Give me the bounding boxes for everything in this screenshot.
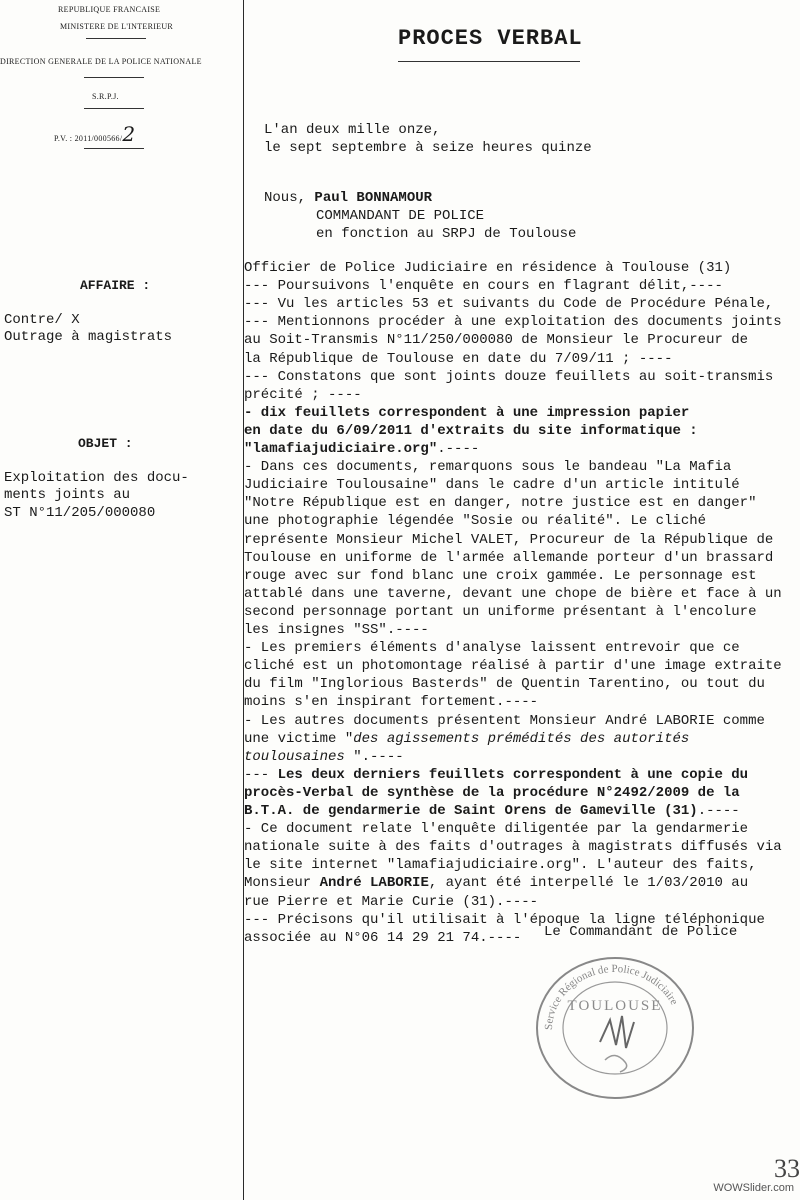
body-segment: B.T.A. de gendarmerie de Saint Orens de Gameville (31) xyxy=(244,803,698,819)
header-republique: REPUBLIQUE FRANCAISE xyxy=(58,5,161,14)
pv-number xyxy=(54,122,135,146)
body-segment: des agissements prémédités des autorités xyxy=(353,730,690,747)
body-line xyxy=(244,278,723,295)
body-line xyxy=(244,532,773,549)
page-number: 33 xyxy=(774,1154,800,1183)
body-segment: Les deux derniers feuillets correspondent à une copie du xyxy=(277,766,749,783)
body-segment: en date du 6/09/2011 d'extraits du site informatique : xyxy=(244,422,698,439)
signature-scribble xyxy=(600,1016,634,1048)
body-segment: au Soit-Transmis N°11/250/000080 de Monsieur le Procureur de xyxy=(244,332,749,349)
body-segment: procès-Verbal de synthèse de la procédure N°2492/2009 de la xyxy=(244,784,740,801)
body-segment: cliché est un photomontage réalisé à partir d'une image extraite xyxy=(244,658,782,675)
body-line xyxy=(244,767,748,784)
date-line-2: le sept septembre à seize heures quinze xyxy=(264,140,592,156)
body-segment: une victime " xyxy=(244,730,354,747)
body-line xyxy=(244,477,740,494)
body-line xyxy=(244,296,773,313)
body-segment: rouge avec sur fond blanc une croix gammée. Le personnage est xyxy=(244,567,757,584)
affaire-line-2: Outrage à magistrats xyxy=(4,329,173,345)
body-line xyxy=(244,369,773,386)
pv-label: P.V. : 2011/000566/ xyxy=(54,134,123,143)
body-segment: André LABORIE xyxy=(319,875,429,892)
body-segment: associée au N°06 14 29 21 74.---- xyxy=(244,929,522,946)
body-line xyxy=(244,894,538,911)
body-segment: .---- xyxy=(697,803,740,819)
date-line-1: L'an deux mille onze, xyxy=(264,122,441,138)
body-segment: moins s'en inspirant fortement.---- xyxy=(244,694,539,711)
body-segment: les insignes "SS".---- xyxy=(244,622,429,638)
page-title: PROCES VERBAL xyxy=(398,26,583,51)
stamp-ring-text: Service Régional de Police Judiciaire xyxy=(542,962,681,1031)
objet-line-1: Exploitation des docu- xyxy=(4,470,189,486)
body-line xyxy=(244,785,740,802)
body-segment: la République de Toulouse en date du 7/09/11 ; ---- xyxy=(244,350,673,367)
body-line xyxy=(244,930,521,947)
body-line xyxy=(244,803,740,820)
watermark: WOWSlider.com xyxy=(713,1182,794,1194)
body-segment: représente Monsieur Michel VALET, Procureur de la République de xyxy=(244,531,774,548)
body-segment: - Les autres documents présentent Monsieur André LABORIE comme xyxy=(244,712,765,729)
body-segment: Toulouse en uniforme de l'armée allemande porteur d'un brassard xyxy=(244,549,774,566)
divider xyxy=(84,77,144,78)
body-segment: --- Précisons qu'il utilisait à l'époque la ligne téléphonique xyxy=(244,911,765,928)
official-stamp xyxy=(530,950,700,1100)
officer-nous: Nous, xyxy=(264,190,307,206)
body-segment: --- xyxy=(244,766,278,783)
body-segment: - Les premiers éléments d'analyse laissent entrevoir que ce xyxy=(244,640,740,657)
body-segment: "lamafiajudiciaire.org" xyxy=(244,441,438,457)
body-segment: - Dans ces documents, remarquons sous le bandeau "La Mafia xyxy=(244,459,732,476)
objet-line-3: ST N°11/205/000080 xyxy=(4,505,156,521)
body-segment: du film "Inglorious Basterds" de Quentin Tarentino, ou tout du xyxy=(244,676,765,693)
divider xyxy=(84,108,144,109)
objet-label: OBJET : xyxy=(78,436,133,451)
body-line xyxy=(244,568,756,585)
title-underline xyxy=(398,61,580,62)
body-segment: le site internet "lamafiajudiciaire.org". L'auteur des faits, xyxy=(244,857,757,874)
affaire-line-1: Contre/ X xyxy=(4,312,80,328)
body-segment: Judiciaire Toulousaine" dans le cadre d'un article intitulé xyxy=(244,477,740,494)
divider xyxy=(84,148,144,149)
officer-name: Paul BONNAMOUR xyxy=(314,190,433,206)
divider xyxy=(86,38,146,39)
body-segment: --- Vu les articles 53 et suivants du Code de Procédure Pénale, xyxy=(244,296,774,313)
body-segment: second personnage portant un uniforme présentant à l'encolure xyxy=(244,603,757,620)
body-line xyxy=(244,459,731,476)
body-line xyxy=(244,604,756,621)
body-segment: , ayant été interpellé le 1/03/2010 au xyxy=(428,875,749,892)
body-segment: nationale suite à des faits d'outrages à magistrats diffusés via xyxy=(244,839,782,856)
body-line xyxy=(244,387,362,404)
officer-post: en fonction au SRPJ de Toulouse xyxy=(316,226,577,242)
body-line xyxy=(244,731,689,748)
body-line xyxy=(244,658,782,675)
body-segment: toulousaines xyxy=(244,748,354,765)
body-line xyxy=(244,676,765,693)
body-line xyxy=(244,513,706,530)
body-segment: - Ce document relate l'enquête diligentée par la gendarmerie xyxy=(244,821,749,838)
body-segment: --- Mentionnons procéder à une exploitation des documents joints xyxy=(244,314,782,331)
pv-handwritten-number: 2 xyxy=(122,122,136,146)
body-line xyxy=(244,857,756,874)
body-segment: précité ; ---- xyxy=(244,386,362,403)
stamp-center-text: TOULOUSE xyxy=(567,998,663,1014)
signature-title: Le Commandant de Police xyxy=(544,924,738,940)
body-line xyxy=(244,351,672,368)
body-line xyxy=(244,640,740,657)
body-line xyxy=(244,839,782,856)
officer-rank: COMMANDANT DE POLICE xyxy=(316,208,485,224)
header-direction: DIRECTION GENERALE DE LA POLICE NATIONALE xyxy=(0,57,202,66)
body-line xyxy=(244,550,773,567)
body-line xyxy=(244,423,698,440)
body-segment: - dix feuillets correspondent à une impression papier xyxy=(244,404,690,421)
body-segment: --- Constatons que sont joints douze feuillets au soit-transmis xyxy=(244,368,774,385)
body-line xyxy=(244,314,782,331)
body-line xyxy=(244,441,479,458)
body-line xyxy=(244,713,765,730)
header-srpj: S.R.P.J. xyxy=(92,92,119,101)
body-segment: .---- xyxy=(437,441,480,457)
header-ministere: MINISTERE DE L'INTERIEUR xyxy=(60,22,174,31)
body-line xyxy=(244,875,748,892)
body-segment: Officier de Police Judiciaire en résidence à Toulouse (31) xyxy=(244,260,732,276)
body-line xyxy=(244,821,748,838)
body-line xyxy=(244,694,538,711)
body-segment: attablé dans une taverne, devant une chope de bière et face à un xyxy=(244,585,782,602)
body-line xyxy=(244,622,429,639)
body-line xyxy=(244,749,404,766)
body-segment: rue Pierre et Marie Curie (31).---- xyxy=(244,893,539,910)
body-line xyxy=(244,586,782,603)
officer-intro xyxy=(264,190,432,207)
body-segment: "Notre République est en danger, notre justice est en danger" xyxy=(244,495,757,512)
body-segment: Monsieur xyxy=(244,875,320,892)
body-line xyxy=(244,332,748,349)
body-line xyxy=(244,260,731,277)
body-segment: ".---- xyxy=(353,748,404,765)
objet-line-2: ments joints au xyxy=(4,487,131,503)
body-segment: --- Poursuivons l'enquête en cours en flagrant délit,---- xyxy=(244,278,723,295)
body-line xyxy=(244,495,756,512)
body-line xyxy=(244,405,689,422)
body-segment: une photographie légendée "Sosie ou réalité". Le cliché xyxy=(244,513,707,530)
affaire-label: AFFAIRE : xyxy=(80,278,151,293)
